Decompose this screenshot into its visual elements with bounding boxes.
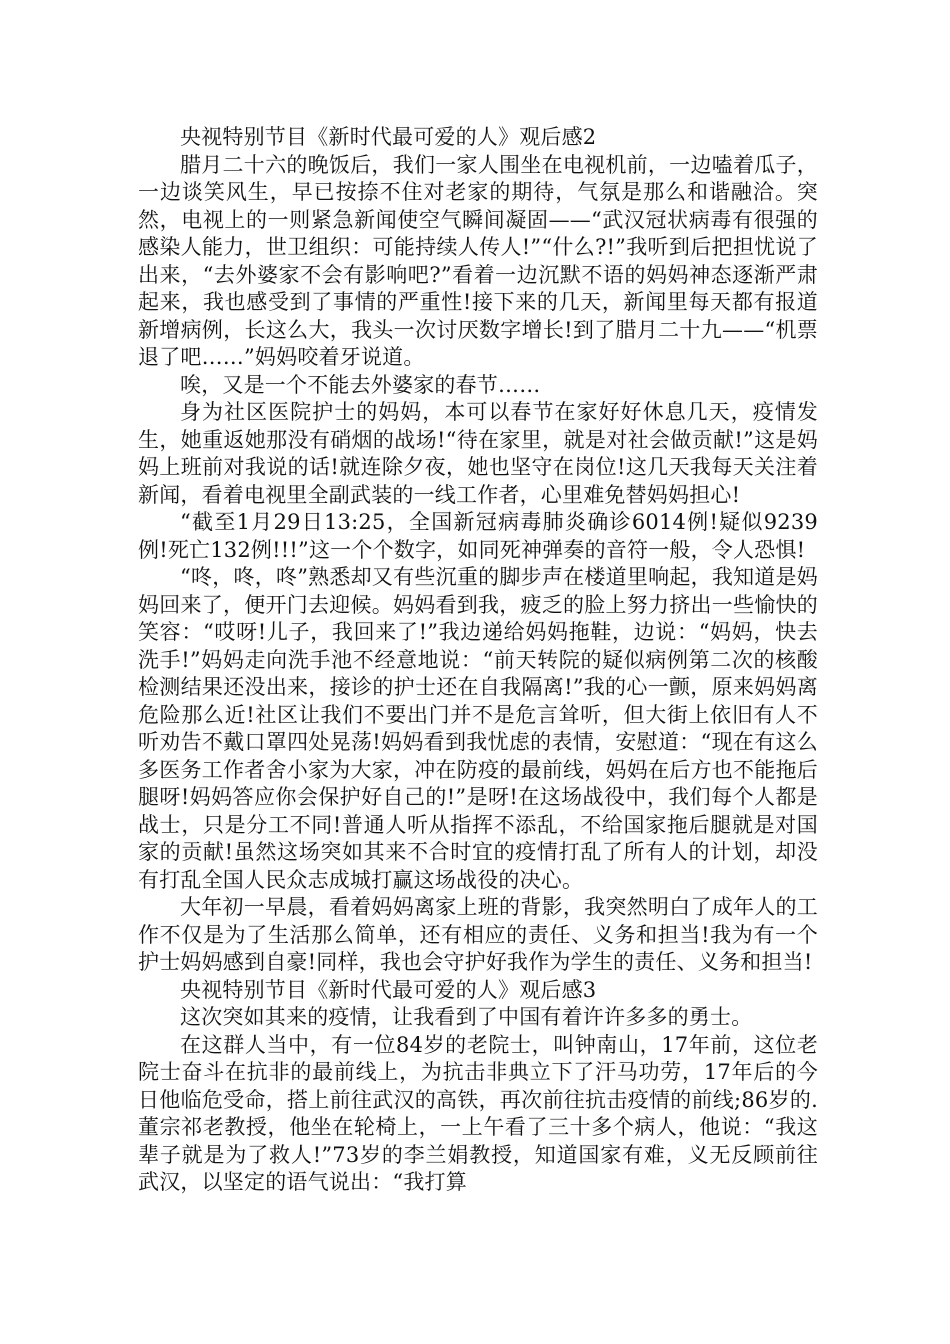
paragraph: “咚，咚，咚”熟悉却又有些沉重的脚步声在楼道里响起，我知道是妈妈回来了，便开门去迎候。妈妈看到我，疲乏的脸上努力挤出一些愉快的笑容：“哎呀!儿子，我回来了!”我边递给妈妈拖鞋，边说：“妈妈，快去洗手!”妈妈走向洗手池不经意地说：“前天转院的疑似病例第二次的核酸检测结果还没出来，接诊的护士还在自我隔离!”我的心一颤，原来妈妈离危险那么近!社区让我们不要出门并不是危言耸听，但大街上依旧有人不听劝告不戴口罩四处晃荡!妈妈看到我忧虑的表情，安慰道：“现在有这么多医务工作者舍小家为大家，冲在防疫的最前线，妈妈在后方也不能拖后腿呀!妈妈答应你会保护好自己的!”是呀!在这场战役中，我们每个人都是战士，只是分工不同!普通人听从指挥不添乱，不给国家拖后腿就是对国家的贡献!虽然这场突如其来不合时宜的疫情打乱了所有人的计划，却没有打乱全国人民众志成城打赢这场战役的决心。: [138, 565, 818, 892]
paragraph: 身为社区医院护士的妈妈，本可以春节在家好好休息几天，疫情发生，她重返她那没有硝烟的战场!“待在家里，就是对社会做贡献!”这是妈妈上班前对我说的话!就连除夕夜，她也坚守在岗位!这几天我每天关注着新闻，看着电视里全副武装的一线工作者，心里难免替妈妈担心!: [138, 400, 818, 507]
essay-title-3: 央视特别节目《新时代最可爱的人》观后感3: [180, 977, 597, 1002]
paragraph: “截至1月29日13:25，全国新冠病毒肺炎确诊6014例!疑似9239例!死亡132例!!!”这一个个数字，如同死神弹奏的音符一般，令人恐惧!: [138, 510, 818, 562]
paragraph: 这次突如其来的疫情，让我看到了中国有着许许多多的勇士。: [180, 1005, 753, 1029]
paragraph: 大年初一早晨，看着妈妈离家上班的背影，我突然明白了成年人的工作不仅是为了生活那么简单，还有相应的责任、义务和担当!我为有一个护士妈妈感到自豪!同样，我也会守护好我作为学生的责任、义务和担当!: [138, 895, 818, 974]
document-body: [138, 124, 818, 1197]
paragraph: 唉，又是一个不能去外婆家的春节……: [180, 372, 541, 397]
paragraph: 腊月二十六的晚饭后，我们一家人围坐在电视机前，一边嗑着瓜子，一边谈笑风生，早已按捺不住对老家的期待，气氛是那么和谐融洽。突然，电视上的一则紧急新闻使空气瞬间凝固——“武汉冠状病毒有很强的感染人能力，世卫组织：可能持续人传人!”“什么?!”我听到后把担忧说了出来，“去外婆家不会有影响吧?”看着一边沉默不语的妈妈神态逐渐严肃起来，我也感受到了事情的严重性!接下来的几天，新闻里每天都有报道新增病例，长这么大，我头一次讨厌数字增长!到了腊月二十九——“机票退了吧……”妈妈咬着牙说道。: [138, 152, 818, 369]
essay-title-2: 央视特别节目《新时代最可爱的人》观后感2: [180, 125, 597, 149]
paragraph: 在这群人当中，有一位84岁的老院士，叫钟南山，17年前，这位老院士奋斗在抗非的最前线上，为抗击非典立下了汗马功劳，17年后的今日他临危受命，搭上前往武汉的高铁，再次前往抗击疫情的前线;86岁的.董宗祁老教授，他坐在轮椅上，一上午看了三十多个病人，他说：“我这辈子就是为了救人!”73岁的李兰娟教授，知道国家有难，义无反顾前往武汉，以坚定的语气说出：“我打算: [138, 1032, 818, 1194]
